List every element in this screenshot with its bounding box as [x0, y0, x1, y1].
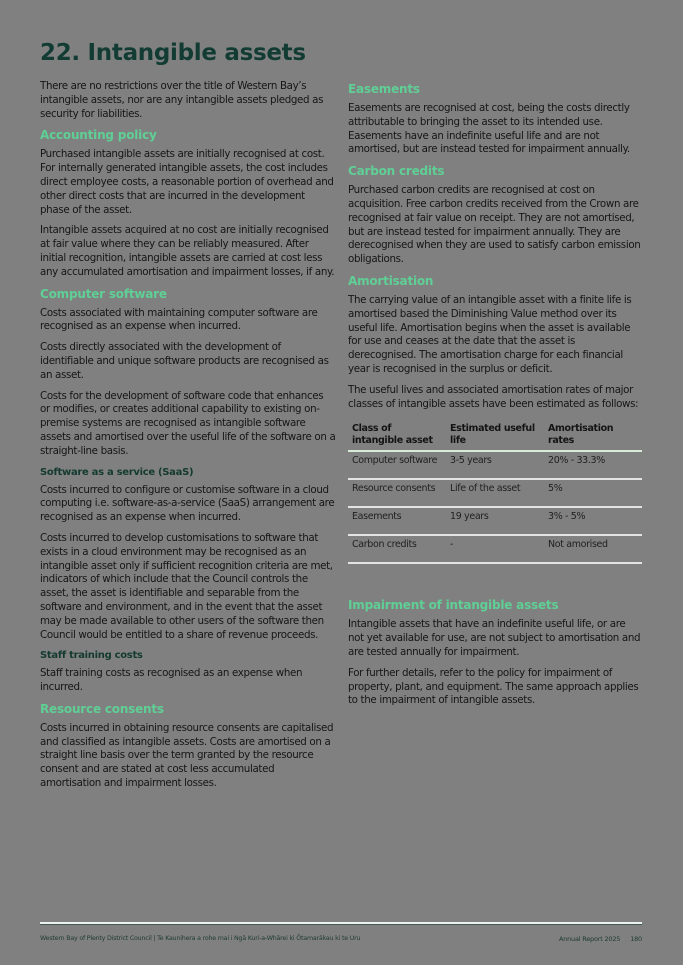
paragraph: Costs associated with maintaining computer software are recognised as an expense when incurred. — [40, 306, 318, 333]
heading-impairment: Impairment of intangible assets — [348, 598, 559, 613]
intro-paragraph: There are no restrictions over the title of Western Bay’s intangible assets, nor are any intangible assets pledged as security for liabilities. — [40, 80, 324, 120]
paragraph: Easements are recognised at cost, being the costs directly attributable to bringing the asset to its intended use. Easements have an indefinite useful life and are not amortised, but are instead tested for impairment annually. — [348, 102, 630, 156]
table-row — [348, 507, 642, 535]
subheading-saas: Software as a service (SaaS) — [40, 466, 194, 478]
paragraph: Purchased intangible assets are initially recognised at cost. For internally generated intangible assets, the cost includes direct employee costs, a reasonable portion of overhead and other direct costs that are incurred in the development phase of the asset. — [40, 148, 334, 216]
table-cell: 5% — [544, 479, 642, 507]
subheading-staff-training: Staff training costs — [40, 650, 143, 662]
table-header-row — [348, 421, 642, 451]
paragraph: The useful lives and associated amortisation rates of major classes of intangible assets have been estimated as follows: — [348, 383, 639, 410]
paragraph: Costs incurred to configure or customise software in a cloud computing i.e. software-as-a-service (SaaS) arrangement are recognised as an expense when incurred. — [40, 483, 335, 524]
table-cell: Resource consents — [348, 479, 446, 507]
footer-report-info — [559, 935, 642, 943]
table-cell: 3-5 years — [446, 451, 544, 479]
table-cell: 20% - 33.3% — [544, 451, 642, 479]
table-cell: 19 years — [446, 507, 544, 535]
table-row — [348, 451, 642, 479]
paragraph: Purchased carbon credits are recognised at cost on acquisition. Free carbon credits received from the Crown are recognised at fair value on receipt. They are not amortised, but are instead tested for impairment annually. They are derecognised when they are used to satisfy carbon emission obligations. — [348, 184, 641, 266]
table-cell: - — [446, 535, 544, 563]
paragraph: Costs incurred to develop customisations to software that exists in a cloud environment may be recognised as an intangible asset only if sufficient recognition criteria are met, indicators of which include that the Council controls the asset, the asset is identifiable and separable from the software and environment, and in the event that the asset may be made available to other users of the software then Council would be entitled to a share of revenue proceeds. — [40, 531, 333, 641]
paragraph: Costs for the development of software code that enhances or modifies, or creates additional capability to existing on-premise systems are recognised as intangible software assets and amortised over the useful life of the software on a straight-line basis. — [40, 389, 336, 457]
paragraph: Staff training costs as recognised as an expense when incurred. — [40, 667, 303, 694]
column-header: Estimated useful life — [446, 421, 544, 451]
amortisation-table — [348, 421, 642, 564]
footer-report-title: Annual Report 2025 — [558, 935, 621, 943]
heading-carbon-credits: Carbon credits — [348, 164, 445, 179]
footer-divider — [40, 922, 642, 924]
table-row — [348, 535, 642, 563]
table-row — [348, 479, 642, 507]
left-column — [40, 80, 336, 798]
table-cell: Life of the asset — [446, 479, 544, 507]
heading-amortisation: Amortisation — [348, 273, 434, 288]
heading-resource-consents: Resource consents — [40, 701, 164, 716]
table-cell: Computer software — [348, 451, 446, 479]
table-cell: Easements — [348, 507, 446, 535]
page-number: 180 — [630, 935, 642, 943]
footer-organisation: Western Bay of Plenty District Council | Te Kaunihera a rohe mai i Ngā Kuri-a-Whārei ki Ōtamarākau ki te Uru — [40, 935, 361, 942]
table-cell: Not amorised — [544, 535, 642, 563]
right-column — [348, 80, 644, 715]
paragraph: Intangible assets that have an indefinite useful life, or are not yet available for use, are not subject to amortisation and are tested annually for impairment. — [348, 618, 641, 658]
paragraph: Costs incurred in obtaining resource consents are capitalised and classified as intangible assets. Costs are amortised on a straight line basis over the term granted by the resource consent and are stated at cost less accumulated amortisation and impairment losses. — [40, 721, 334, 790]
paragraph: Intangible assets acquired at no cost are initially recognised at fair value where they can be reliably measured. After initial recognition, intangible assets are carried at cost less any accumulated amortisation and impairment losses, if any. — [40, 224, 335, 278]
spacer — [348, 564, 644, 596]
page-title: 22. Intangible assets — [40, 40, 306, 66]
heading-easements: Easements — [348, 82, 420, 96]
column-header: Amortisation rates — [544, 421, 642, 451]
paragraph: Costs directly associated with the development of identifiable and unique software products are recognised as an asset. — [40, 341, 329, 381]
column-header: Class of intangible asset — [348, 421, 446, 451]
heading-accounting-policy: Accounting policy — [40, 128, 157, 143]
paragraph: The carrying value of an intangible asset with a finite life is amortised based the Diminishing Value method over its useful life. Amortisation begins when the asset is available for use and ceases at the date that the asset is derecognised. The amortisation charge for each financial year is recognised in the surplus or deficit. — [348, 293, 632, 375]
heading-computer-software: Computer software — [40, 286, 167, 301]
table-cell: Carbon credits — [348, 535, 446, 563]
paragraph: For further details, refer to the policy for impairment of property, plant, and equipment. The same approach applies to the impairment of intangible assets. — [348, 666, 639, 707]
table-cell: 3% - 5% — [544, 507, 642, 535]
